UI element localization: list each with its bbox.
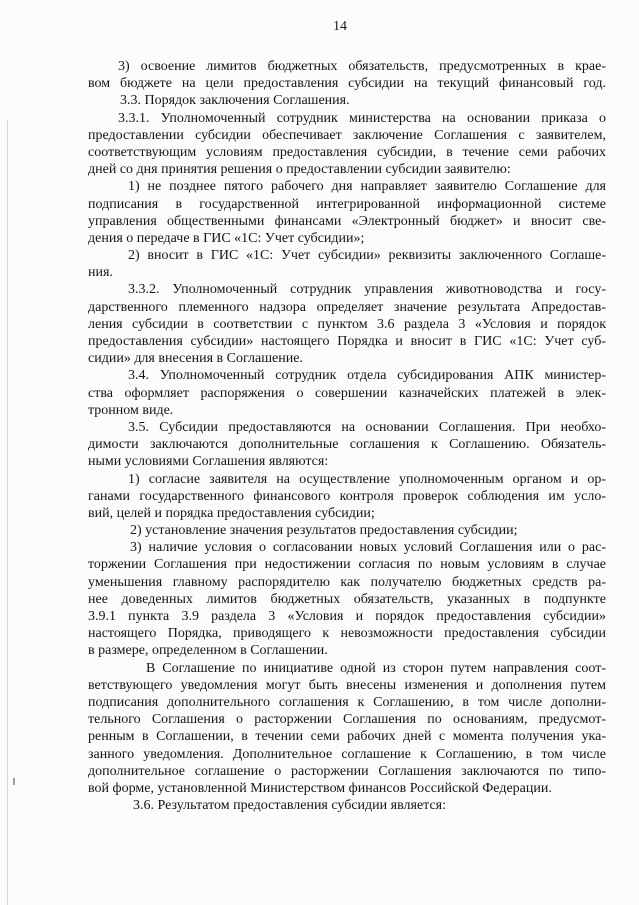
paragraph-3-5 xyxy=(88,419,606,471)
text-line: торжении Соглашения при недостижении согласия по новым условиям в случае xyxy=(88,557,606,573)
text-line: 3.3.2. Уполномоченный сотрудник управления животноводства и госу- xyxy=(128,282,606,298)
scan-mark xyxy=(13,778,15,785)
text-line: управления общественными финансами «Электронный бюджет» и вносит све- xyxy=(88,213,606,229)
page-number: 14 xyxy=(333,19,347,34)
paragraph-3-3-1 xyxy=(88,110,606,179)
condition-item-2 xyxy=(88,522,606,539)
text-line: дополнительное соглашение о расторжении Соглашения заключаются по типо- xyxy=(88,763,606,779)
document-body xyxy=(88,58,606,814)
text-line: 2) установление значения результатов предоставления субсидии; xyxy=(130,523,518,539)
text-line: 3.3.1. Уполномоченный сотрудник министерства на основании приказа о xyxy=(118,110,606,126)
text-line: соответствующим условиям предоставления субсидии, в течение семи рабочих xyxy=(88,144,606,160)
text-line: 3.4. Уполномоченный сотрудник отдела субсидирования АПК министер- xyxy=(128,368,606,384)
section-heading-3-3 xyxy=(88,92,606,109)
text-line: ления субсидии в соответствии с пунктом 3.6 раздела 3 «Условия и порядок xyxy=(88,316,606,332)
text-line: ветствующего уведомления могут быть внесены изменения и дополнения путем xyxy=(88,677,606,693)
text-line: 3) наличие условия о согласовании новых условий Соглашения или о рас- xyxy=(130,540,606,556)
list-item-1 xyxy=(88,178,606,247)
condition-item-1 xyxy=(88,471,606,523)
text-line: предоставлении субсидии обеспечивает заключение Соглашения с заявителем, xyxy=(88,127,606,143)
text-line: 3.9.1 пункта 3.9 раздела 3 «Условия и порядок предоставления субсидии» xyxy=(88,609,606,624)
text-line: дения о передаче в ГИС «1С: Учет субсидии»; xyxy=(88,230,365,246)
text-line: ганами государственного финансового контроля проверок соблюдения им усло- xyxy=(88,488,606,504)
text-line: занного уведомления. Дополнительное соглашение к Соглашению, в том числе xyxy=(88,746,606,762)
scan-edge-line xyxy=(7,120,8,905)
text-line: вий, целей и порядка предоставления субсидии; xyxy=(88,505,375,521)
text-line: 1) согласие заявителя на осуществление уполномоченным органом и ор- xyxy=(128,471,606,487)
list-item-2 xyxy=(88,247,606,281)
text-line: В Соглашение по инициативе одной из сторон путем направления соот- xyxy=(146,660,606,676)
text-line: нее доведенных лимитов бюджетных обязательств, указанных в подпункте xyxy=(88,591,606,607)
text-line: ства оформляет распоряжения о совершении казначейских платежей в элек- xyxy=(88,385,606,401)
paragraph-3-4 xyxy=(88,367,606,419)
text-line: 3.5. Субсидии предоставляются на основании Соглашения. При необхо- xyxy=(128,419,606,435)
text-line: ными условиями Соглашения являются: xyxy=(88,454,329,470)
text-line: уменьшения главному распорядителю как получателю бюджетных средств ра- xyxy=(88,574,606,590)
text-line: подписания в государственной интегрированной информационной системе xyxy=(88,196,606,212)
text-line: 3) освоение лимитов бюджетных обязательств, предусмотренных в крае- xyxy=(118,59,606,74)
paragraph-item-3-limits xyxy=(88,58,606,92)
text-line: сидии» для внесения в Соглашение. xyxy=(88,351,303,367)
text-line: настоящего Порядка, приводящего к невозможности предоставления субсидии xyxy=(88,626,606,642)
text-line: 3.3. Порядок заключения Соглашения. xyxy=(120,93,350,109)
text-line: дарственного племенного надзора определяет значение результата Апредостав- xyxy=(88,299,606,315)
text-line: предоставления субсидии» настоящего Порядка и вносит в ГИС «1С: Учет суб- xyxy=(88,334,606,349)
text-line: подписания дополнительного соглашения к Соглашению, в том числе дополни- xyxy=(88,694,606,710)
paragraph-3-3-2 xyxy=(88,281,606,367)
text-line: тронном виде. xyxy=(88,402,174,418)
text-line: ния. xyxy=(88,265,113,281)
condition-item-3 xyxy=(88,539,606,659)
text-line: 1) не позднее пятого рабочего дня направляет заявителю Соглашение для xyxy=(128,179,606,195)
text-line: в размере, определенном в Соглашении. xyxy=(88,643,328,659)
text-line: вой форме, установленной Министерством финансов Российской Федерации. xyxy=(88,780,552,796)
paragraph-amendments xyxy=(88,660,606,798)
text-line: ренным в Соглашении, в течении семи рабочих дней с момента получения ука- xyxy=(88,729,606,745)
text-line: 3.6. Результатом предоставления субсидии является: xyxy=(133,798,446,814)
paragraph-3-6 xyxy=(88,797,606,814)
text-line: дней со дня принятия решения о предоставлении субсидии заявителю: xyxy=(88,162,511,178)
text-line: димости заключаются дополнительные соглашения к Соглашению. Обязатель- xyxy=(88,437,606,453)
text-line: вом бюджете на цели предоставления субсидии на текущий финансовый год. xyxy=(88,76,606,92)
text-line: тельного Соглашения о расторжении Соглашения по основаниям, предусмот- xyxy=(88,712,606,728)
text-line: 2) вносит в ГИС «1С: Учет субсидии» реквизиты заключенного Соглаше- xyxy=(128,248,606,264)
